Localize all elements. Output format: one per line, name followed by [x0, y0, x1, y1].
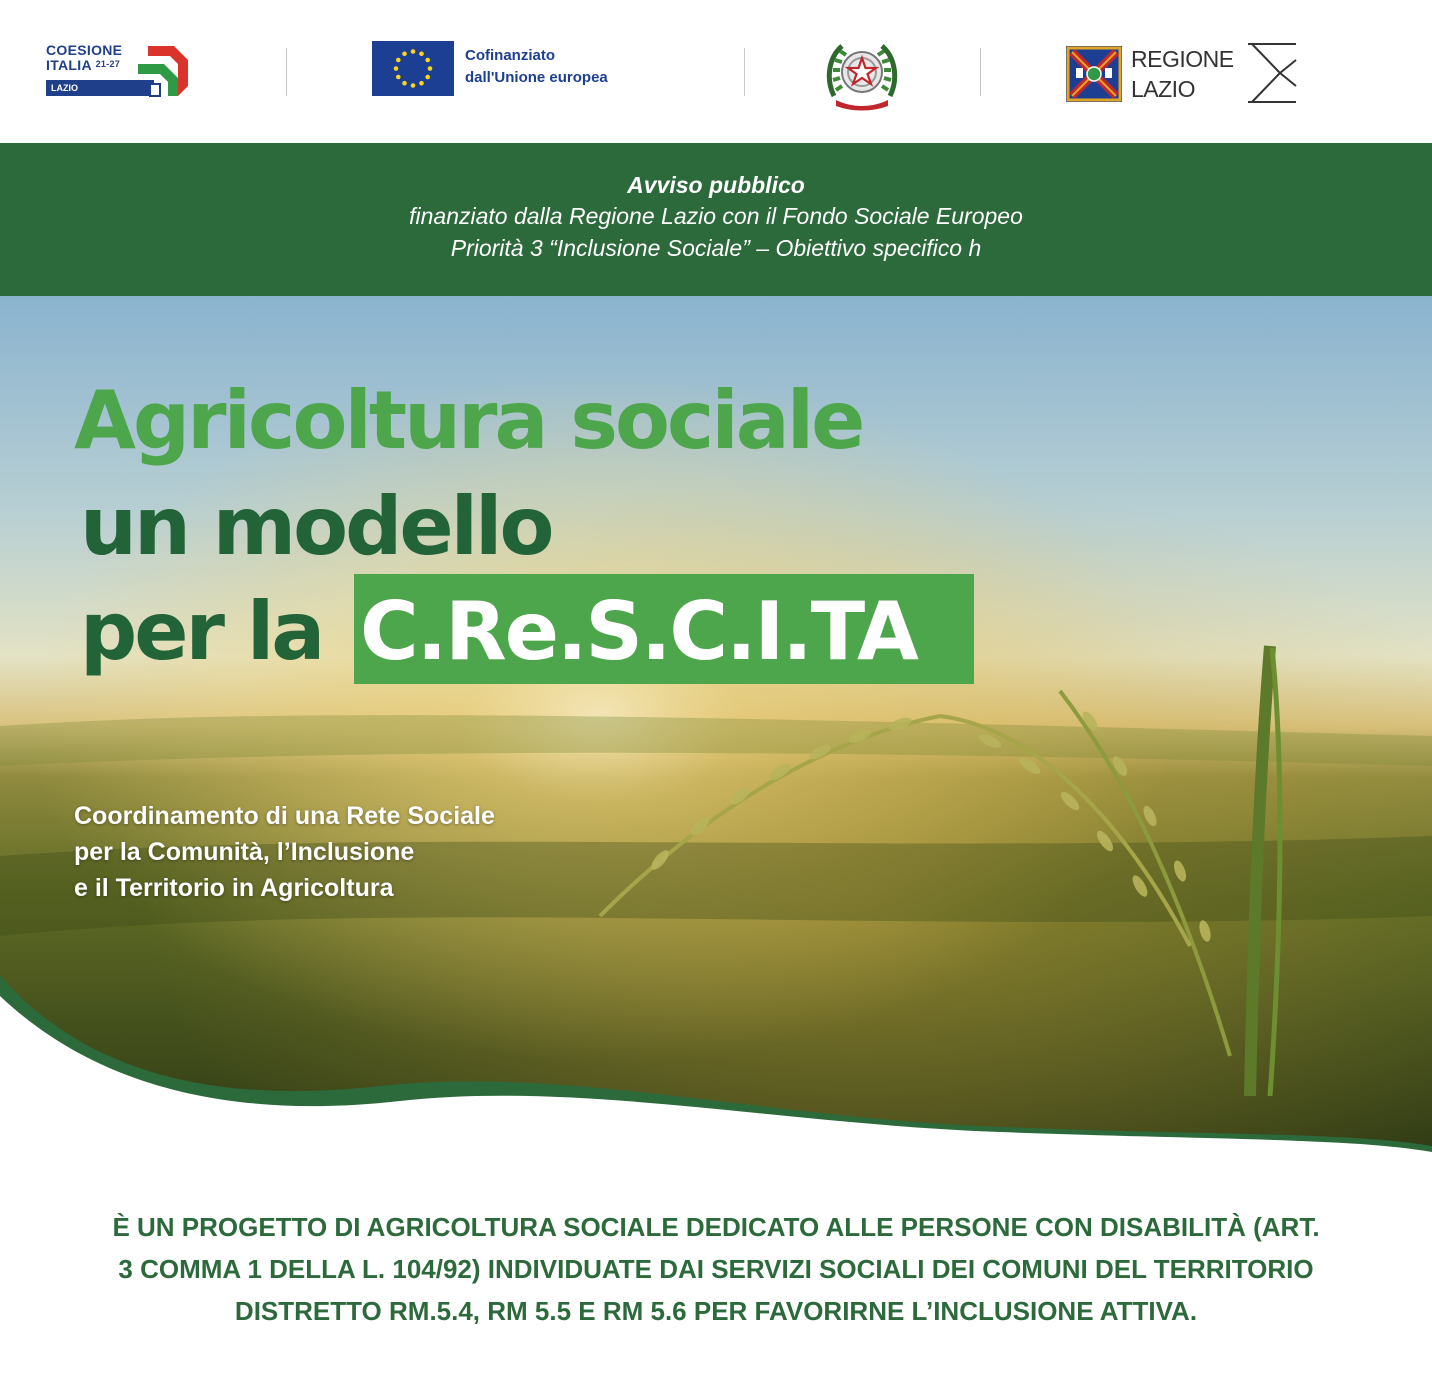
logo-divider: [286, 48, 287, 96]
eu-star-icon: [402, 51, 407, 56]
eu-star-icon: [419, 81, 424, 86]
hero-title-line3: per la: [80, 585, 323, 678]
italian-republic-emblem: [824, 36, 900, 112]
coesione-italia-text: ITALIA: [46, 57, 92, 73]
hero-title-line1: Agricoltura sociale: [74, 374, 863, 467]
eu-star-icon: [428, 66, 433, 71]
eu-star-icon: [411, 83, 416, 88]
eu-star-icon: [425, 75, 430, 80]
eu-text-line2: dall'Unione europea: [465, 69, 608, 86]
hero-subtitle-line2: per la Comunità, l’Inclusione: [74, 838, 415, 866]
notice-funding: finanziato dalla Regione Lazio con il Fondo Sociale Europeo: [409, 203, 1023, 229]
lazio-text: LAZIO: [1131, 76, 1195, 102]
coesione-italia-logo: [46, 40, 196, 100]
eu-star-icon: [402, 81, 407, 86]
eu-star-icon: [411, 49, 416, 54]
star-emblem-icon: [824, 36, 900, 112]
eu-flag-icon: [372, 41, 454, 96]
eu-star-icon: [396, 58, 401, 63]
project-description-line2: 3 COMMA 1 DELLA L. 104/92) INDIVIDUATE DAI SERVIZI SOCIALI DEI COMUNI DEL TERRITORIO: [118, 1254, 1314, 1284]
coesione-region: LAZIO: [51, 83, 78, 93]
eu-star-icon: [425, 58, 430, 63]
eu-star-icon: [419, 51, 424, 56]
coesione-line1: COESIONE: [46, 42, 123, 58]
notice-header: [0, 143, 1432, 296]
project-description-line3: DISTRETTO RM.5.4, RM 5.5 E RM 5.6 PER FAVORIRNE L’INCLUSIONE ATTIVA.: [234, 1296, 1198, 1326]
logo-divider: [744, 48, 745, 96]
coesione-arrow-icon: [134, 42, 190, 98]
regione-lazio-logo: [1062, 40, 1298, 106]
eu-star-icon: [396, 75, 401, 80]
regione-text: REGIONE: [1131, 46, 1234, 72]
project-description-line1: È UN PROGETTO DI AGRICOLTURA SOCIALE DEDICATO ALLE PERSONE CON DISABILITÀ (ART.: [112, 1212, 1320, 1242]
hero-title-line2: un modello: [80, 480, 552, 573]
logo-bar: [0, 0, 1432, 143]
eu-star-icon: [394, 66, 399, 71]
notice-priority: Priorità 3 “Inclusione Sociale” – Obiettivo specifico h: [450, 235, 982, 261]
eu-text-line1: Cofinanziato: [465, 47, 555, 64]
project-acronym: C.Re.S.C.I.TA: [360, 585, 917, 678]
hero-subtitle-line3: e il Territorio in Agricoltura: [74, 874, 394, 902]
notice-title: Avviso pubblico: [627, 172, 805, 198]
coesione-years: 21-27: [95, 59, 121, 69]
hero-subtitle-line1: Coordinamento di una Rete Sociale: [74, 802, 495, 830]
logo-divider: [980, 48, 981, 96]
eu-cofinanced-logo: [372, 41, 652, 97]
coesione-line2: [46, 57, 120, 72]
